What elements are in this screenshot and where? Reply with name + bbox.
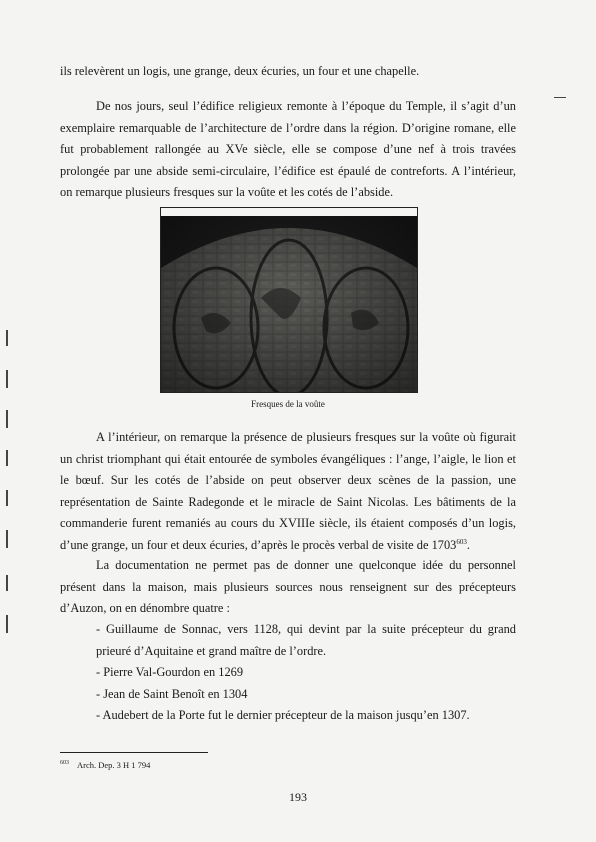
list-item: - Audebert de la Porte fut le dernier précepteur de la maison jusqu’en 1307. — [96, 708, 470, 722]
page-number: 193 — [289, 790, 307, 804]
scan-mark — [6, 575, 8, 591]
paragraph-description: De nos jours, seul l’édifice religieux remonte à l’époque du Temple, il s’agit d’un exemplaire remarquable de l’architecture de l’ordre dans la région. D’origine romane, elle fut probablement rallongée au XVe siècle, elle se compose d’une nef à trois travées prolongée par une abside semi-circulaire, l’édifice est épaulé de contreforts. A l’intérieur, on remarque plusieurs fresques sur la voûte et les cotés de l’abside. — [60, 99, 516, 199]
figure-caption: Fresques de la voûte — [251, 399, 325, 409]
paragraph-frescoes-end: . — [466, 537, 470, 552]
footnote-text: Arch. Dep. 3 H 1 794 — [77, 759, 151, 770]
scan-mark — [6, 410, 8, 428]
footnote — [60, 757, 150, 771]
scan-mark — [6, 450, 8, 466]
scan-mark — [6, 330, 8, 346]
list-item: - Jean de Saint Benoît en 1304 — [96, 686, 248, 701]
list-item: - Guillaume de Sonnac, vers 1128, qui devint par la suite précepteur du grand prieuré d’Aquitaine et grand maître de l’ordre. — [96, 622, 516, 658]
paragraph-intro: ils relevèrent un logis, une grange, deux écuries, un four et une chapelle. — [60, 64, 420, 78]
scan-mark — [6, 615, 8, 633]
paragraph-frescoes-text: A l’intérieur, on remarque la présence de plusieurs fresques sur la voûte où figurait un christ triomphant qui était entourée de symboles évangéliques : l’ange, l’aigle, le lion et le bœuf. Sur les cotés de l’abside on peut observer deux scènes de la passion, une représentation de Sainte Radegonde et le miracle de Saint Nicolas. Les bâtiments de la commanderie furent remaniés au cours du XVIIIe siècle, ils étaient composés d’un logis, d’une grange, un four et deux écuries, d’après le procès verbal de visite de 1703 — [60, 430, 516, 552]
fresco-photo — [160, 207, 418, 393]
scan-mark — [6, 490, 8, 506]
scan-mark — [6, 530, 8, 548]
preceptor-list — [96, 619, 516, 727]
footnote-reference: 603 — [456, 537, 467, 546]
scan-mark — [554, 97, 566, 98]
footnote-divider — [60, 752, 208, 753]
list-item: - Pierre Val-Gourdon en 1269 — [96, 665, 244, 679]
paragraph-frescoes — [60, 427, 516, 556]
paragraph-personnel: La documentation ne permet pas de donner une quelconque idée du personnel présent dans la maison, mais plusieurs sources nous renseignent sur des précepteurs d’Auzon, on en dénombre quatre : — [60, 558, 516, 615]
scan-mark — [6, 370, 8, 388]
footnote-number: 603 — [60, 760, 69, 766]
fresco-photo-image — [161, 208, 417, 392]
